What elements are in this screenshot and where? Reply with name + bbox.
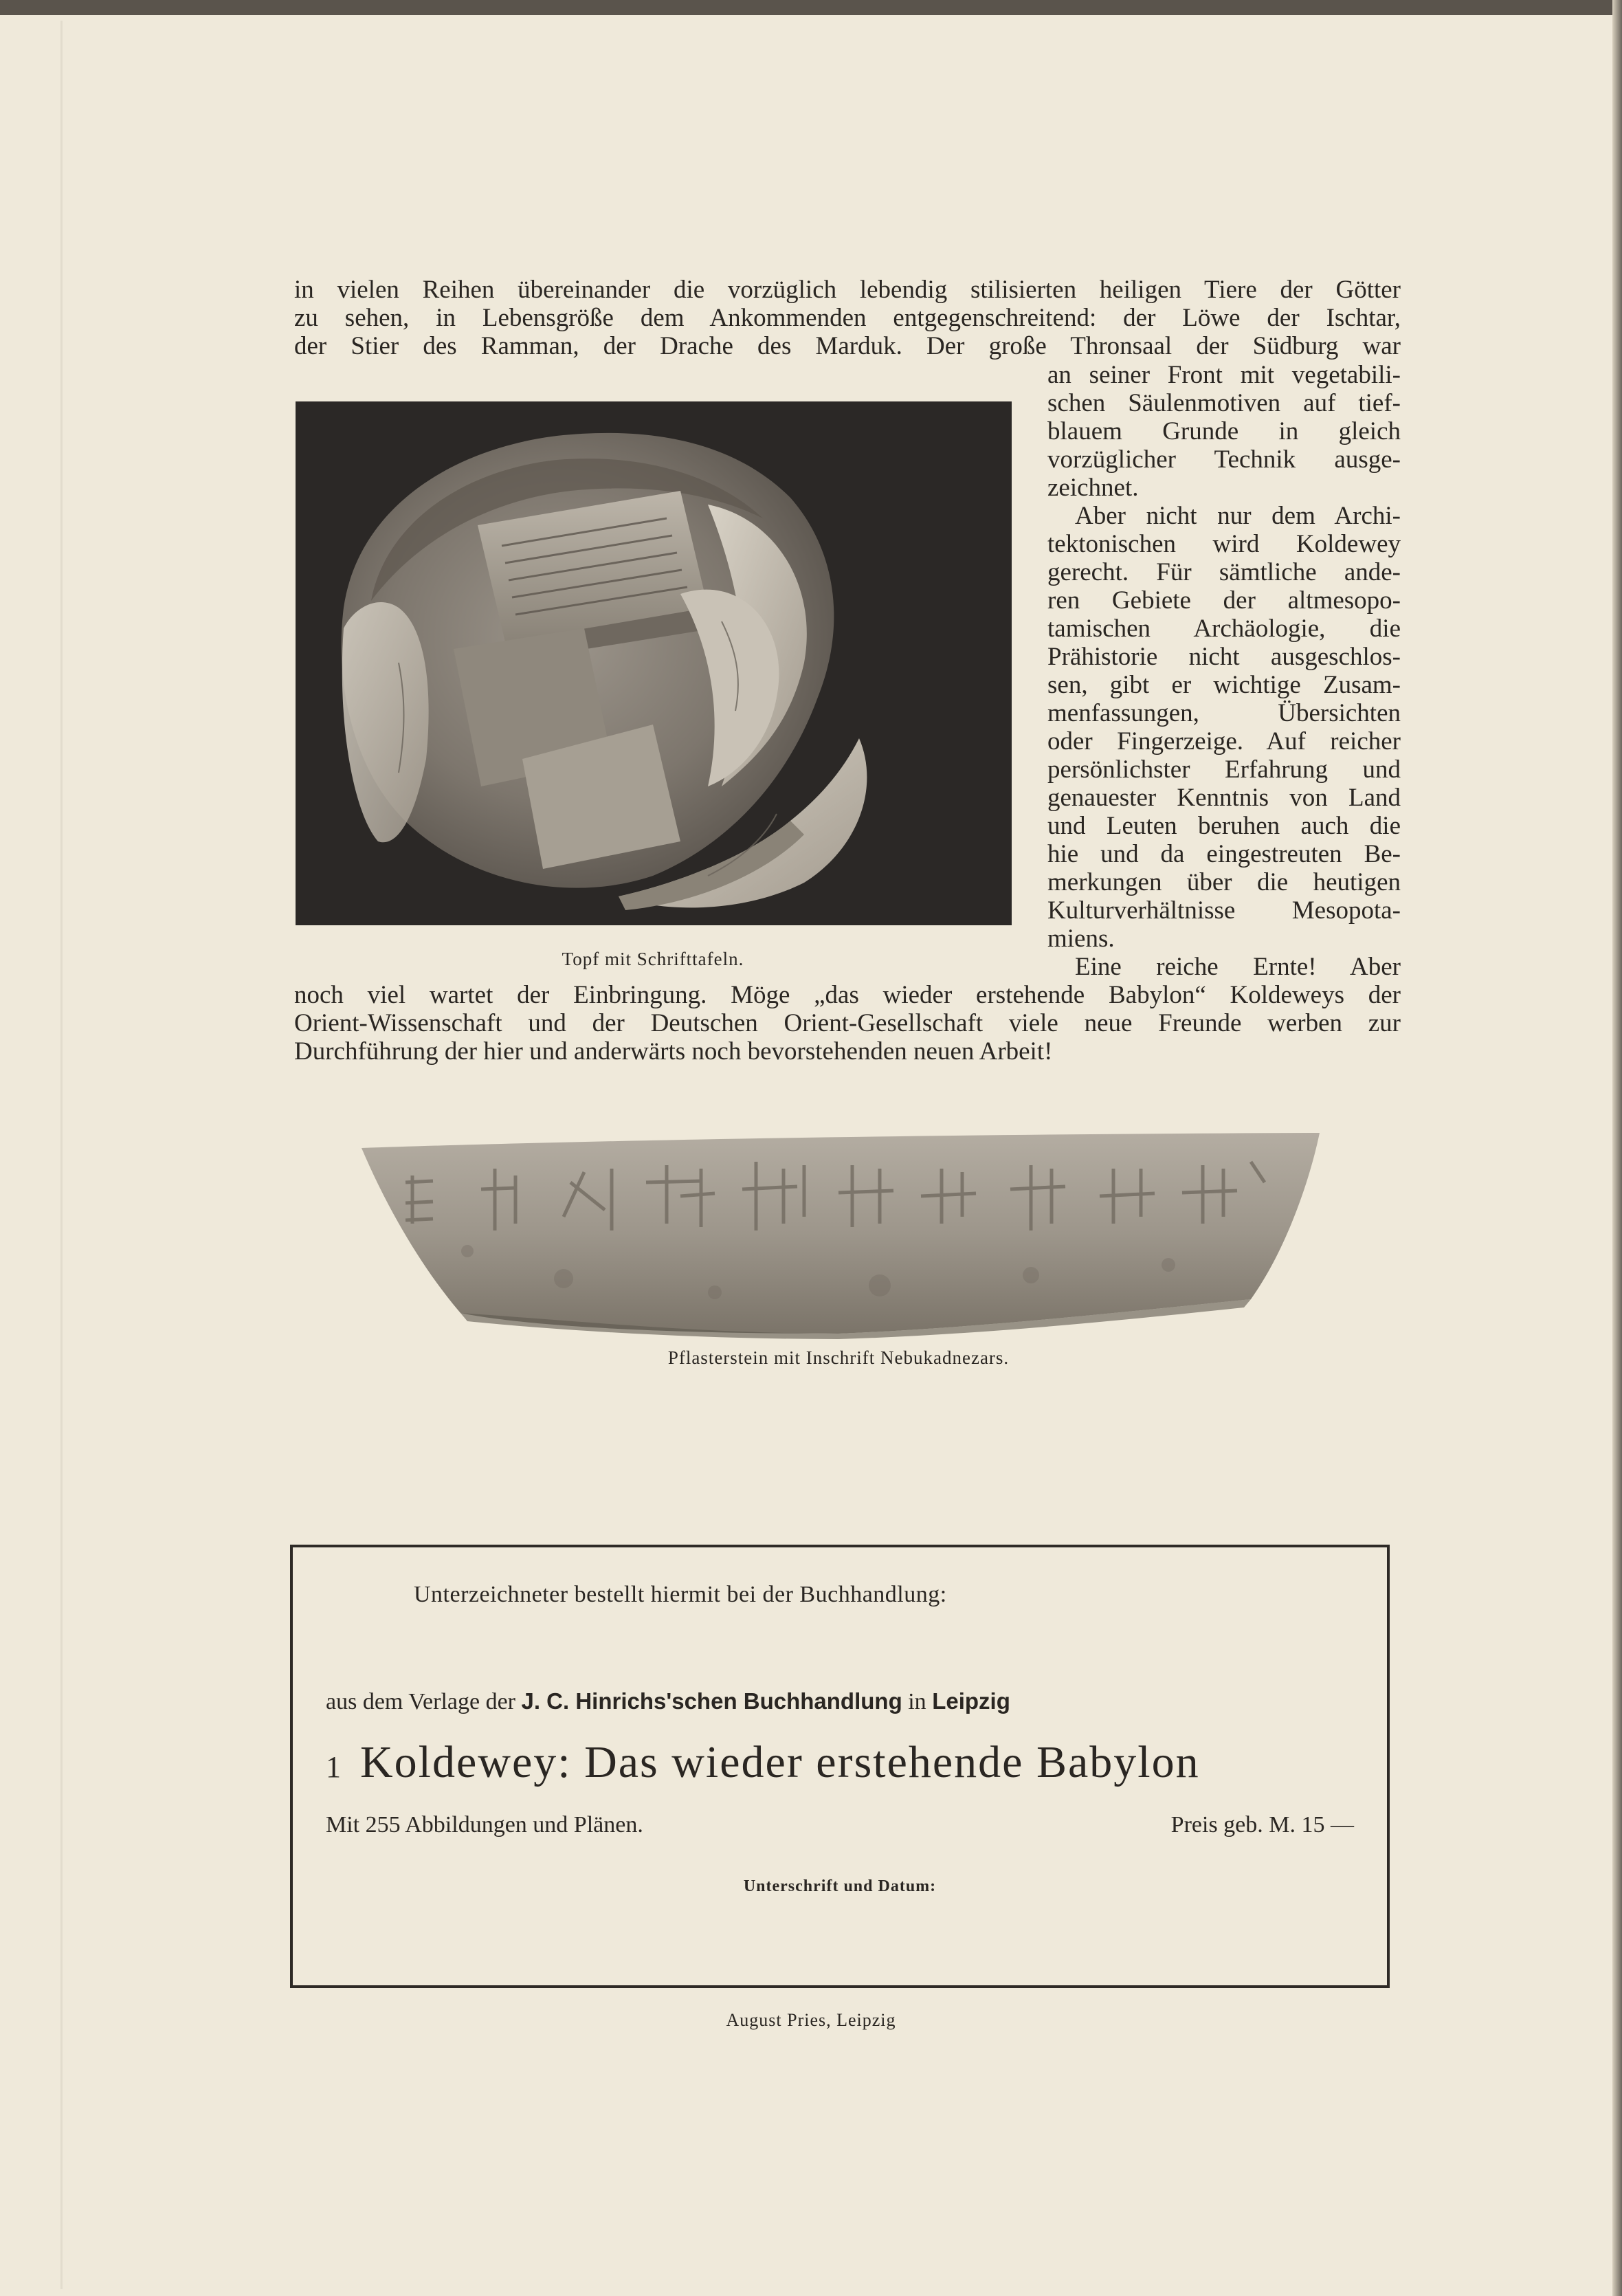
order-form-box [290, 1545, 1390, 1988]
scan-border-top [0, 0, 1622, 15]
body-line: noch viel wartet der Einbringung. Möge „das wieder erstehende Babylon“ Koldeweys der [294, 981, 1401, 1009]
column-line: ren Gebiete der altmesopo- [1047, 586, 1401, 615]
pot-photo [296, 401, 1012, 925]
order-intro: Unterzeichneter bestellt hiermit bei der Buchhandlung: [414, 1582, 947, 1607]
column-line: miens. [1047, 925, 1115, 953]
stone-caption: Pflasterstein mit Inschrift Nebukadnezars. [667, 1347, 1010, 1368]
column-line: tamischen Archäologie, die [1047, 615, 1401, 643]
book-title: Koldewey: Das wieder erstehende Babylon [360, 1737, 1200, 1787]
paving-stone-photo [357, 1127, 1323, 1340]
column-line: vorzüglicher Technik ausge- [1047, 445, 1401, 474]
scan-border-right [1612, 0, 1622, 2296]
book-details: Mit 255 Abbildungen und Plänen. [326, 1812, 643, 1837]
column-line: hie und da eingestreuten Be- [1047, 840, 1401, 868]
column-line: Eine reiche Ernte! Aber [1075, 953, 1401, 981]
column-line: und Leuten beruhen auch die [1047, 812, 1401, 840]
column-line: Kulturverhältnisse Mesopota- [1047, 896, 1401, 925]
publisher-prefix: aus dem Verlage der [326, 1689, 515, 1714]
column-line: persönlichster Erfahrung und [1047, 755, 1401, 784]
publisher-in: in [908, 1689, 926, 1714]
book-title-line [326, 1736, 1200, 1789]
column-line: zeichnet. [1047, 474, 1139, 502]
body-line: der Stier des Ramman, der Drache des Marduk. Der große Thronsaal der Südburg war [294, 332, 1401, 360]
column-line: blauem Grunde in gleich [1047, 417, 1401, 445]
column-line: sen, gibt er wichtige Zusam- [1047, 671, 1401, 699]
publisher-line [326, 1688, 1010, 1715]
body-line: Durchführung der hier und anderwärts noch bevorstehenden neuen Arbeit! [294, 1037, 1053, 1066]
column-line: schen Säulenmotiven auf tief- [1047, 389, 1401, 417]
column-line: genauester Kenntnis von Land [1047, 784, 1401, 812]
body-line: Orient-Wissenschaft und der Deutschen Orient-Gesellschaft viele neue Freunde werben zur [294, 1009, 1401, 1037]
column-line: menfassungen, Übersichten [1047, 699, 1401, 727]
page-fold [60, 21, 63, 2289]
column-line: an seiner Front mit vegetabili- [1047, 361, 1401, 389]
publisher-name: J. C. Hinrichs'schen Buchhandlung [521, 1688, 902, 1714]
column-line: Prähistorie nicht ausgeschlos- [1047, 643, 1401, 671]
body-line: zu sehen, in Lebensgröße dem Ankommenden entgegenschreitend: der Löwe der Ischtar, [294, 304, 1401, 332]
pot-caption: Topf mit Schrifttafeln. [562, 949, 744, 969]
body-line: in vielen Reihen übereinander die vorzüglich lebendig stilisierten heiligen Tiere der Götter [294, 276, 1401, 304]
column-line: Aber nicht nur dem Archi- [1075, 502, 1401, 530]
pot-illustration [296, 401, 1012, 925]
book-price: Preis geb. M. 15 — [1170, 1812, 1354, 1837]
paving-stone-illustration [357, 1127, 1323, 1340]
column-line: merkungen über die heutigen [1047, 868, 1401, 896]
order-quantity: 1 [326, 1750, 342, 1784]
printer-imprint: August Pries, Leipzig [726, 2010, 896, 2030]
column-line: gerecht. Für sämtliche ande- [1047, 558, 1401, 586]
publisher-city: Leipzig [932, 1688, 1010, 1714]
column-line: tektonischen wird Koldewey [1047, 530, 1401, 558]
column-line: oder Fingerzeige. Auf reicher [1047, 727, 1401, 755]
signature-label: Unterschrift und Datum: [743, 1877, 937, 1895]
